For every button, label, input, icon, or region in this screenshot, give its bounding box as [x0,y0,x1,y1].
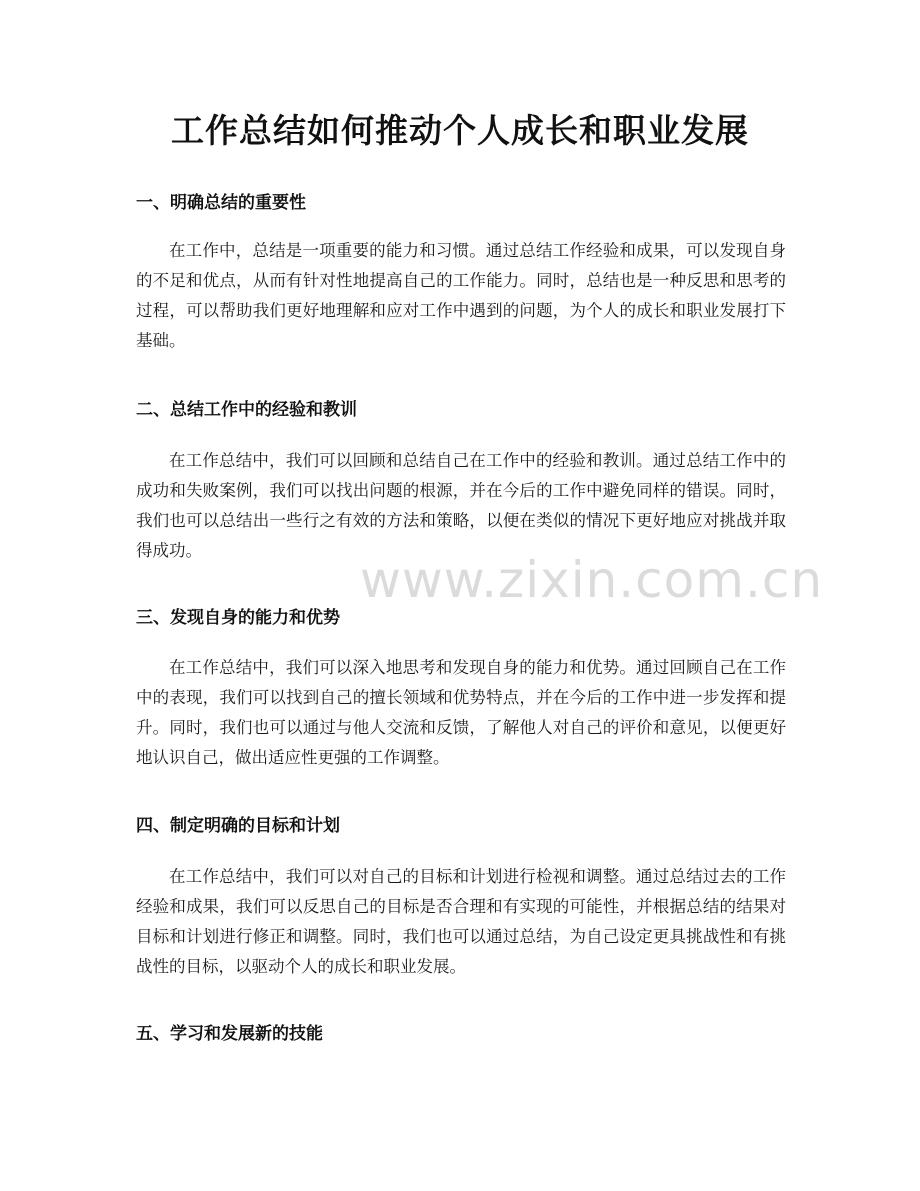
section-heading-1: 一、明确总结的重要性 [136,193,306,213]
watermark-text: www.zixin.com.cn [360,551,824,609]
section-heading-2: 二、总结工作中的经验和教训 [136,400,357,420]
section-heading-3: 三、发现自身的能力和优势 [136,608,340,628]
section-heading-5: 五、学习和发展新的技能 [136,1024,323,1044]
section-heading-4: 四、制定明确的目标和计划 [136,816,340,836]
section-paragraph-1: 在工作中，总结是一项重要的能力和习惯。通过总结工作经验和成果，可以发现自身的不足和优点，从而有针对性地提高自己的工作能力。同时，总结也是一种反思和思考的过程，可以帮助我们更好地理解和应对工作中遇到的问题，为个人的成长和职业发展打下基础。 [136,241,786,350]
section-paragraph-4: 在工作总结中，我们可以对自己的目标和计划进行检视和调整。通过总结过去的工作经验和成果，我们可以反思自己的目标是否合理和有实现的可能性，并根据总结的结果对目标和计划进行修正和调整。同时，我们也可以通过总结，为自己设定更具挑战性和有挑战性的目标，以驱动个人的成长和职业发展。 [136,867,786,976]
section-paragraph-3: 在工作总结中，我们可以深入地思考和发现自身的能力和优势。通过回顾自己在工作中的表现，我们可以找到自己的擅长领域和优势特点，并在今后的工作中进一步发挥和提升。同时，我们也可以通过与他人交流和反馈，了解他人对自己的评价和意见，以便更好地认识自己，做出适应性更强的工作调整。 [136,658,786,767]
section-paragraph-2: 在工作总结中，我们可以回顾和总结自己在工作中的经验和教训。通过总结工作中的成功和失败案例，我们可以找出问题的根源，并在今后的工作中避免同样的错误。同时，我们也可以总结出一些行之有效的方法和策略，以便在类似的情况下更好地应对挑战并取得成功。 [136,451,786,560]
document-title: 工作总结如何推动个人成长和职业发展 [171,111,749,150]
